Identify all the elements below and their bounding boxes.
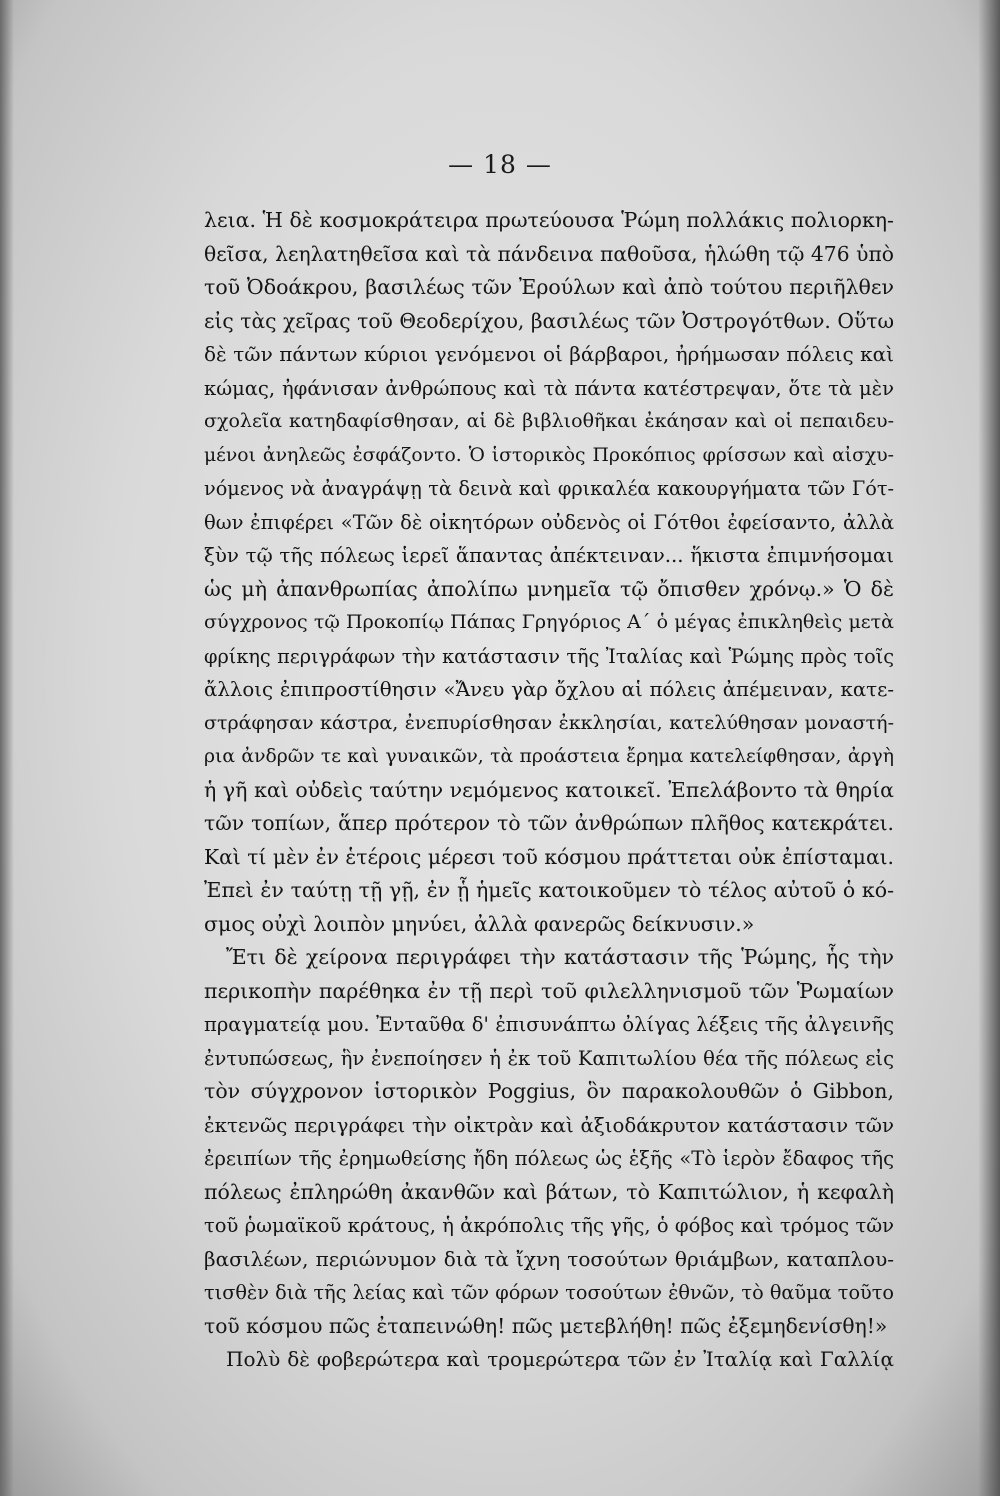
text-line: μένοι ἀνηλεῶς ἐσφάζοντο. Ὁ ἱστορικὸς Προκόπιος φρίσσων καὶ αἰσχυ- (204, 444, 894, 466)
text-line: νόμενος νὰ ἀναγράψῃ τὰ δεινὰ καὶ φρικαλέα κακουργήματα τῶν Γότ- (204, 477, 894, 500)
text-line: τισθὲν διὰ τῆς λείας καὶ τῶν φόρων τοσούτων ἐθνῶν, τὸ θαῦμα τοῦτο (204, 1281, 894, 1304)
text-line: δὲ τῶν πάντων κύριοι γενόμενοι οἱ βάρβαροι, ἠρήμωσαν πόλεις καὶ (204, 342, 894, 366)
text-line: τοῦ ῥωμαϊκοῦ κράτους, ἡ ἀκρόπολις τῆς γῆς, ὁ φόβος καὶ τρόμος τῶν (204, 1214, 894, 1237)
text-line: πόλεως ἐπληρώθη ἀκανθῶν καὶ βάτων, τὸ Καπιτώλιον, ἡ κεφαλὴ (204, 1179, 894, 1204)
text-line: Πολὺ δὲ φοβερώτερα καὶ τρομερώτερα τῶν ἐν Ἰταλίᾳ καὶ Γαλλίᾳ (226, 1347, 894, 1371)
page-number: — 18 — (448, 150, 552, 179)
body-text (204, 204, 894, 1377)
text-line: ἐντυπώσεως, ἣν ἐνεποίησεν ἡ ἐκ τοῦ Καπιτωλίου θέα τῆς πόλεως εἰς (204, 1046, 894, 1070)
page-edge-shadow-left (0, 0, 14, 1496)
text-line: ξὺν τῷ τῆς πόλεως ἱερεῖ ἅπαντας ἀπέκτειναν... ἥκιστα ἐπιμνήσομαι (204, 544, 894, 567)
text-line: στράφησαν κάστρα, ἐνεπυρίσθησαν ἐκκλησίαι, κατελύθησαν μοναστή- (204, 711, 894, 734)
text-line: ἡ γῆ καὶ οὐδεὶς ταύτην νεμόμενος κατοικεῖ. Ἐπελάβοντο τὰ θηρία (204, 777, 894, 802)
text-line: θων ἐπιφέρει «Τῶν δὲ οἰκητόρων οὐδενὸς οἱ Γότθοι ἐφείσαντο, ἀλλὰ (204, 510, 894, 534)
text-line: βασιλέων, περιώνυμον διὰ τὰ ἴχνη τοσούτων θριάμβων, καταπλου- (204, 1246, 894, 1271)
text-line: ρια ἀνδρῶν τε καὶ γυναικῶν, τὰ προάστεια ἔρημα κατελείφθησαν, ἀργὴ (204, 746, 894, 767)
text-line: Καὶ τί μὲν ἐν ἑτέροις μέρεσι τοῦ κόσμου πράττεται οὐκ ἐπίσταμαι. (204, 844, 894, 869)
text-line: τὸν σύγχρονον ἱστορικὸν Poggius, ὃν παρακολουθῶν ὁ Gibbon, (204, 1079, 894, 1103)
text-line: ἄλλοις ἐπιπροστίθησιν «Ἄνευ γὰρ ὄχλου αἱ πόλεις ἀπέμειναν, κατε- (204, 678, 894, 701)
page-edge-shadow-right (978, 0, 1000, 1496)
text-line: εἰς τὰς χεῖρας τοῦ Θεοδερίχου, βασιλέως τῶν Ὀστρογότθων. Οὕτω (204, 308, 894, 333)
text-line: θεῖσα, λεηλατηθεῖσα καὶ τὰ πάνδεινα παθοῦσα, ἡλώθη τῷ 476 ὑπὸ (204, 241, 894, 266)
text-line: λεια. Ἡ δὲ κοσμοκράτειρα πρωτεύουσα Ῥώμη πολλάκις πολιορκη- (204, 208, 894, 232)
text-line: Ἐπεὶ ἐν ταύτῃ τῇ γῇ, ἐν ᾗ ἡμεῖς κατοικοῦμεν τὸ τέλος αὐτοῦ ὁ κό- (204, 878, 894, 902)
text-line: σύγχρονος τῷ Προκοπίῳ Πάπας Γρηγόριος Α´ ὁ μέγας ἐπικληθεὶς μετὰ (204, 611, 894, 633)
text-line: ὡς μὴ ἀπανθρωπίας ἀπολίπω μνημεῖα τῷ ὄπισθεν χρόνῳ.» Ὁ δὲ (204, 576, 894, 601)
text-line: σχολεῖα κατηδαφίσθησαν, αἱ δὲ βιβλιοθῆκαι ἐκάησαν καὶ οἱ πεπαιδευ- (204, 410, 894, 432)
text-line: τοῦ Ὀδοάκρου, βασιλέως τῶν Ἐρούλων καὶ ἀπὸ τούτου περιῆλθεν (204, 275, 894, 299)
text-line: τοῦ κόσμου πῶς ἐταπεινώθη! πῶς μετεβλήθη! πῶς ἐξεμηδενίσθη!» (204, 1313, 888, 1338)
text-line: πραγματείᾳ μου. Ἐνταῦθα δ' ἐπισυνάπτω ὀλίγας λέξεις τῆς ἀλγεινῆς (204, 1013, 894, 1036)
text-line: περικοπὴν παρέθηκα ἐν τῇ περὶ τοῦ φιλελληνισμοῦ τῶν Ῥωμαίων (204, 978, 894, 1003)
text-line: ἐρειπίων τῆς ἐρημωθείσης ἤδη πόλεως ὡς ἑξῆς «Τὸ ἱερὸν ἔδαφος τῆς (204, 1147, 894, 1170)
text-line: κώμας, ἠφάνισαν ἀνθρώπους καὶ τὰ πάντα κατέστρεψαν, ὅτε τὰ μὲν (204, 376, 894, 400)
text-line: ἐκτενῶς περιγράφει τὴν οἰκτρὰν καὶ ἀξιοδάκρυτον κατάστασιν τῶν (204, 1113, 894, 1137)
text-line: φρίκης περιγράφων τὴν κατάστασιν τῆς Ἰταλίας καὶ Ῥώμης πρὸς τοῖς (204, 644, 894, 668)
text-line: τῶν τοπίων, ἅπερ πρότερον τὸ τῶν ἀνθρώπων πλῆθος κατεκράτει. (204, 811, 894, 835)
text-line: σμος οὐχὶ λοιπὸν μηνύει, ἀλλὰ φανερῶς δείκνυσιν.» (204, 911, 755, 936)
text-line: Ἔτι δὲ χείρονα περιγράφει τὴν κατάστασιν τῆς Ῥώμης, ἧς τὴν (226, 945, 894, 969)
